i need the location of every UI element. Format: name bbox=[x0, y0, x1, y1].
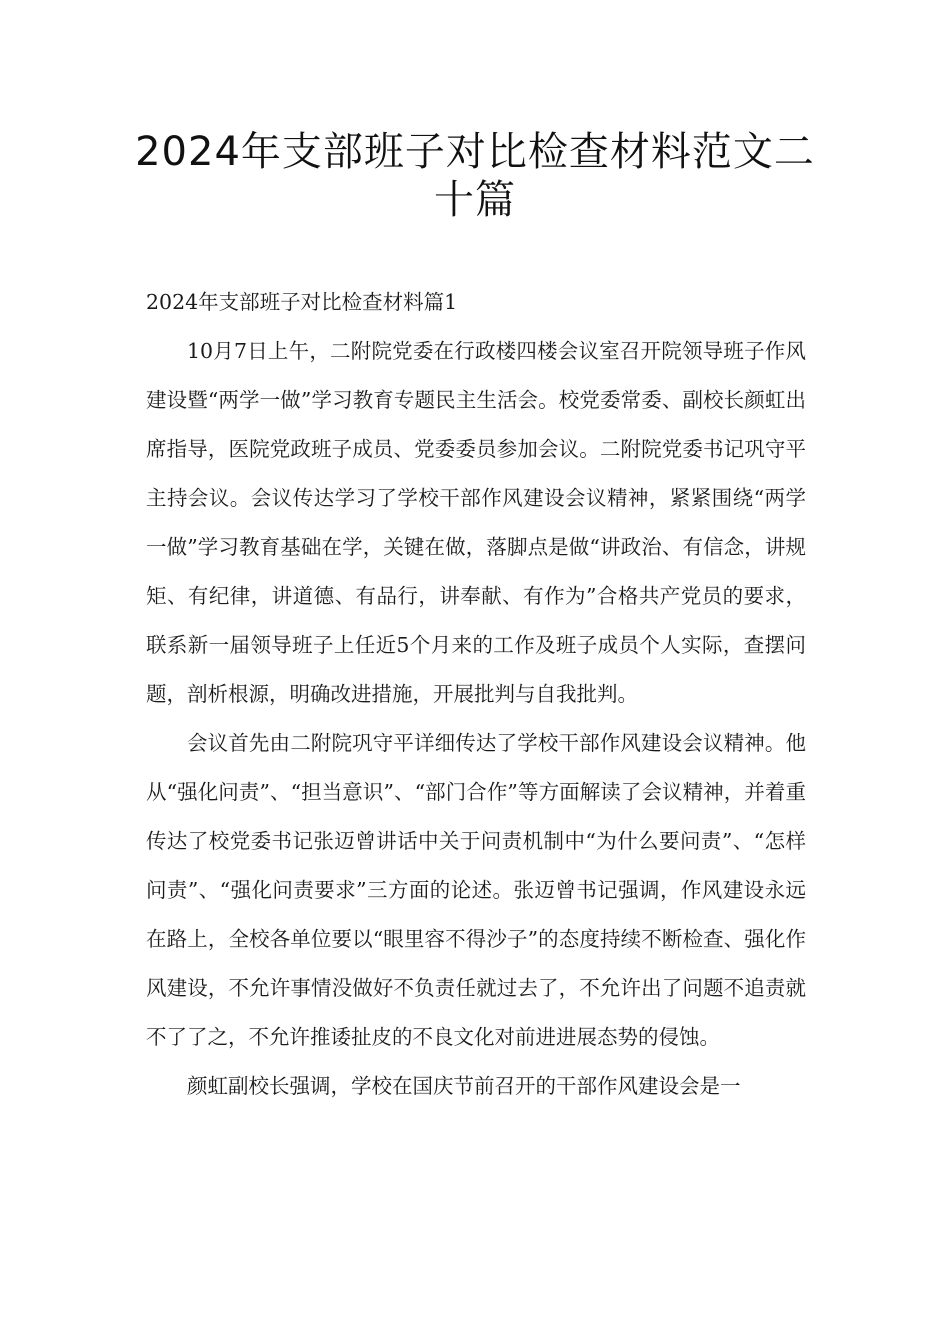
body-paragraph-1: 10月7日上午，二附院党委在行政楼四楼会议室召开院领导班子作风建设暨“两学一做”学习教育专题民主生活会。校党委常委、副校长颜虹出席指导，医院党政班子成员、党委委员参加会议。二附院党委书记巩守平主持会议。会议传达学习了学校干部作风建设会议精神，紧紧围绕“两学一做”学习教育基础在学，关键在做，落脚点是做“讲政治、有信念，讲规矩、有纪律，讲道德、有品行，讲奉献、有作为”合格共产党员的要求，联系新一届领导班子上任近5个月来的工作及班子成员个人实际，查摆问题，剖析根源，明确改进措施，开展批判与自我批判。 bbox=[146, 339, 806, 706]
body-paragraph-3: 颜虹副校长强调，学校在国庆节前召开的干部作风建设会是一 bbox=[187, 1074, 741, 1098]
section-heading: 2024年支部班子对比检查材料篇1 bbox=[146, 290, 458, 314]
document-body bbox=[146, 278, 806, 1111]
document-title: 2024年支部班子对比检查材料范文二十篇 bbox=[135, 129, 815, 223]
body-paragraph-2: 会议首先由二附院巩守平详细传达了学校干部作风建设会议精神。他从“强化问责”、“担当意识”、“部门合作”等方面解读了会议精神，并着重传达了校党委书记张迈曾讲话中关于问责机制中“为什么要问责”、“怎样问责”、“强化问责要求”三方面的论述。张迈曾书记强调，作风建设永远在路上，全校各单位要以“眼里容不得沙子”的态度持续不断检查、强化作风建设，不允许事情没做好不负责任就过去了，不允许出了问题不追责就不了了之，不允许推诿扯皮的不良文化对前进进展态势的侵蚀。 bbox=[146, 731, 806, 1049]
